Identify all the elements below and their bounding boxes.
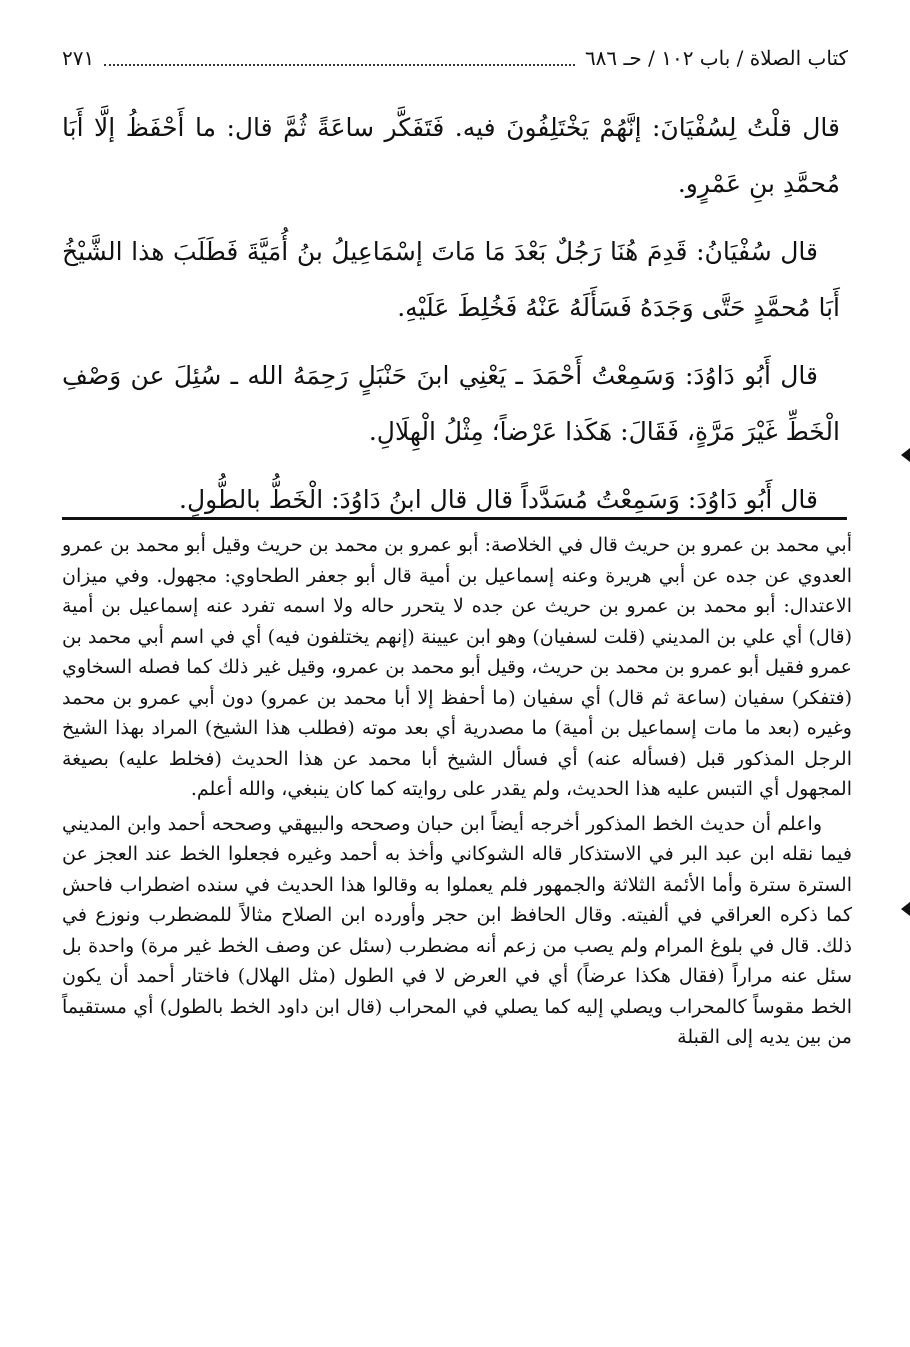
footnote-divider — [62, 517, 847, 520]
hadith-paragraph: قال قلْتُ لِسُفْيَانَ: إنَّهُمْ يَخْتَلِفُونَ فيه. فَتَفَكَّر ساعَةً ثُمَّ قال: ما أَحْفَظُ إلَّا أَبَا مُحمَّدِ بنِ عَمْرٍو. — [62, 113, 840, 198]
running-header — [62, 40, 848, 76]
hadith-text — [62, 100, 840, 540]
margin-marker-icon — [901, 902, 910, 916]
commentary-paragraph: واعلم أن حديث الخط المذكور أخرجه أيضاً ابن حبان وصححه والبيهقي وصححه أحمد وابن المديني فيما نقله ابن عبد البر في الاستذكار قاله الشوكاني وأخذ به أحمد وغيره فجعلوا الخط عند العجز عن السترة سترة وأما الأئمة الثلاثة والجمهور فلم يعملوا به وقالوا هذا الحديث في سنده اضطراب فاحش كما ذكره العراقي في ألفيته. وقال الحافظ ابن حجر وأورده ابن الصلاح مثالاً للمضطرب ونوزع في ذلك. قال في بلوغ المرام ولم يصب من زعم أنه مضطرب (سئل عن وصف الخط غير مرة) واحدة بل سئل عنه مراراً (فقال هكذا عرضاً) أي في العرض لا في الطول (مثل الهلال) فاختار أحمد أن يكون الخط مقوساً كالمحراب ويصلي إليه كما يصلي في المحراب (قال ابن داود الخط بالطول) أي مستقيماً من بين يديه إلى القبلة — [62, 812, 852, 1048]
hadith-paragraph: قال أَبُو دَاوُدَ: وَسَمِعْتُ مُسَدَّداً قال قال ابنُ دَاوُدَ: الْخَطُّ بالطُّولِ. — [179, 485, 818, 514]
hadith-paragraph: قال أَبُو دَاوُدَ: وَسَمِعْتُ أَحْمَدَ ـ يَعْنِي ابنَ حَنْبَلٍ رَحِمَهُ الله ـ سُئِلَ عن وَصْفِ الْخَطِّ غَيْرَ مَرَّةٍ، فَقَالَ: هَكَذا عَرْضاً؛ مِثْلُ الْهِلَالِ. — [62, 361, 840, 446]
margin-marker-icon — [901, 448, 910, 462]
commentary-text — [62, 530, 852, 1057]
chapter-reference: كتاب الصلاة / باب ١٠٢ / حـ ٦٨٦ — [584, 46, 848, 70]
hadith-paragraph: قال سُفْيَانُ: قَدِمَ هُنَا رَجُلٌ بَعْدَ مَا مَاتَ إسْمَاعِيلُ بنُ أُمَيَّةَ فَطَلَبَ هذا الشَّيْخُ أَبَا مُحمَّدٍ حَتَّى وَجَدَهُ فَسَأَلَهُ عَنْهُ فَخُلِطَ عَلَيْهِ. — [62, 237, 840, 322]
dotted-leader — [104, 50, 575, 66]
commentary-paragraph: أبي محمد بن عمرو بن حريث قال في الخلاصة: أبو عمرو بن محمد بن حريث وقيل أبو محمد بن عمرو العدوي عن جده عن أبي هريرة وعنه إسماعيل بن أمية قال أبو جعفر الطحاوي: مجهول. وفي ميزان الاعتدال: أبو محمد بن عمرو بن حريث عن جده لا يتحرر حاله ولا اسمه تفرد عنه إسماعيل بن أمية (قال) أي علي بن المديني (قلت لسفيان) وهو ابن عيينة (إنهم يختلفون فيه) أي في اسم أبي محمد بن عمرو فقيل أبو عمرو بن محمد بن حريث، وقيل أبو محمد بن عمرو، وقيل غير ذلك كما فصله السخاوي (فتفكر) سفيان (ساعة ثم قال) أي سفيان (ما أحفظ إلا أبا محمد بن عمرو) دون أبي عمرو بن محمد وغيره (بعد ما مات إسماعيل بن أمية) ما مصدرية أي بعد موته (فطلب هذا الشيخ) المراد بهذا الشيخ الرجل المذكور قبل (فسأله عنه) أي فسأل الشيخ أبا محمد عن هذا الحديث (فخلط عليه) بصيغة المجهول أي التبس عليه هذا الحديث، ولم يقدر على روايته كما كان ينبغي، والله أعلم. — [62, 534, 852, 800]
page-number: ٢٧١ — [62, 46, 95, 70]
